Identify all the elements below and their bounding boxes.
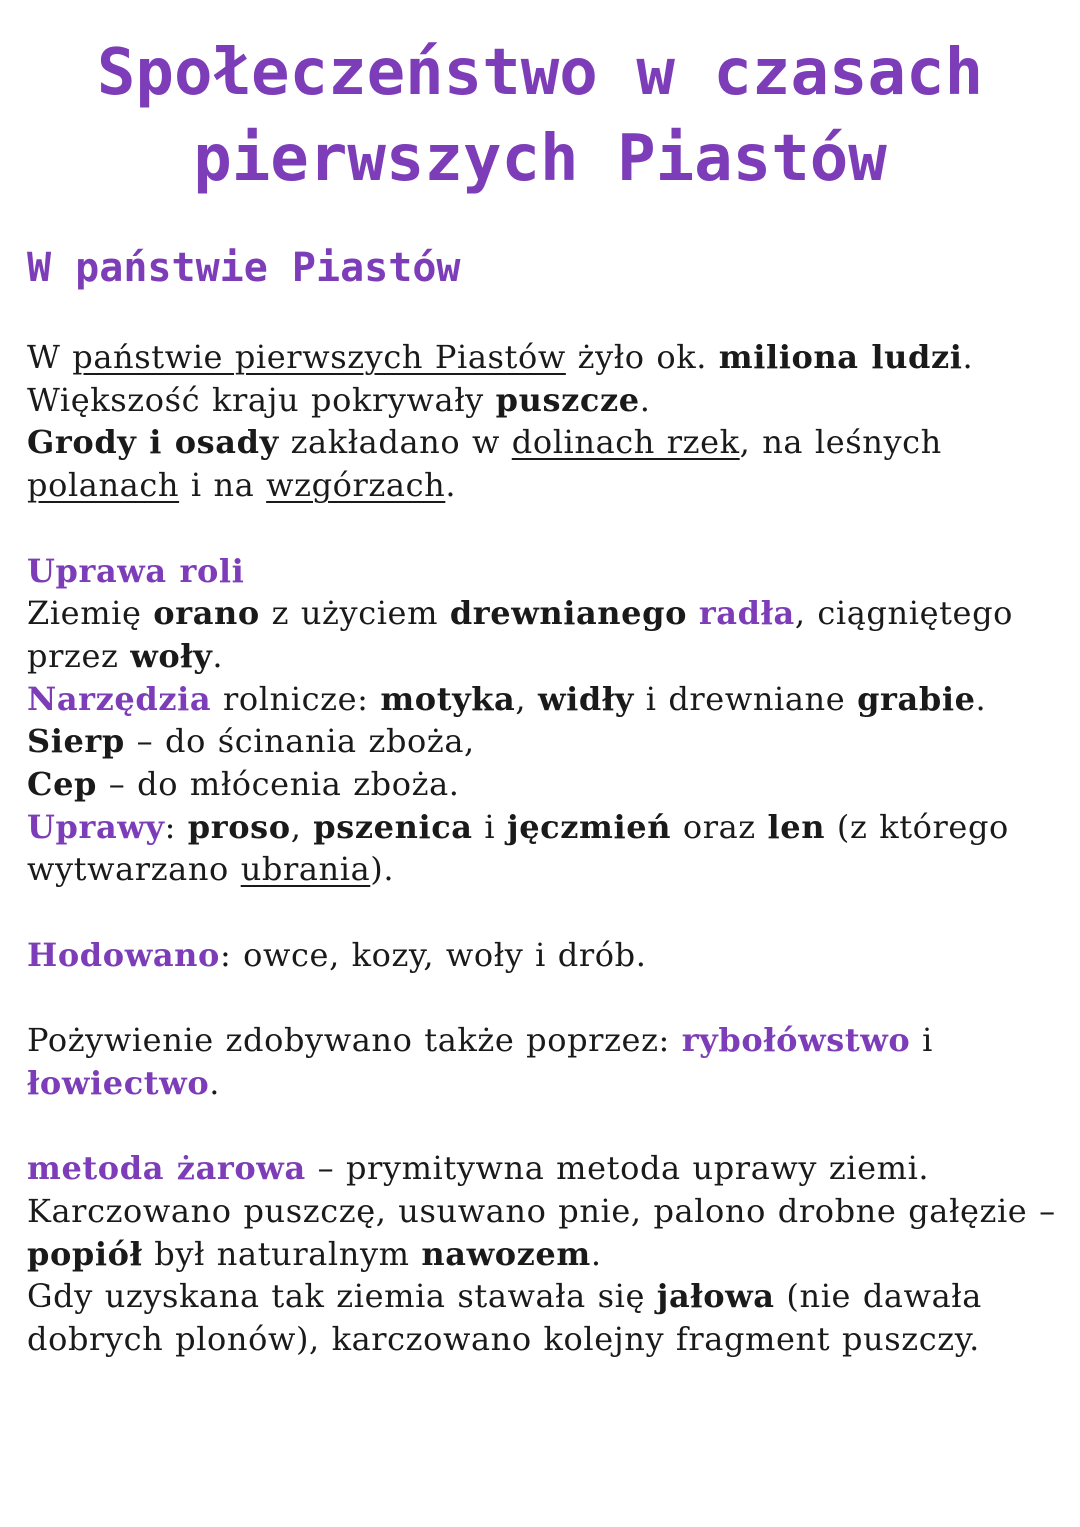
- intro-s1-bold: miliona ludzi: [718, 338, 963, 376]
- metoda-bold-2: nawozem: [421, 1234, 591, 1273]
- uprawa-l3-bold: Sierp: [27, 722, 125, 761]
- hodowla-purple: Hodowano: [27, 935, 220, 974]
- uprawa-l1-purple: radła: [698, 594, 795, 633]
- metoda-paragraph: [27, 1147, 1067, 1361]
- spacer: [27, 891, 1067, 934]
- intro-paragraph: [27, 336, 1067, 507]
- uprawa-l1-end: .: [212, 636, 224, 675]
- intro-s1-a: W: [27, 338, 73, 376]
- intro-s3-a: zakładano w: [278, 423, 512, 462]
- uprawa-l2-bold-3: grabie: [857, 679, 976, 718]
- uprawa-l5-a: :: [164, 807, 188, 846]
- metoda-l1: – prymitywna metoda uprawy ziemi. Karczowano puszczę, usuwano pnie, palono drobne gałęzie –: [27, 1149, 1056, 1230]
- pozywienie-purple-1: rybołówstwo: [681, 1021, 911, 1060]
- metoda-l1-end: .: [590, 1234, 602, 1273]
- spacer: [27, 1105, 1067, 1148]
- uprawa-l2-bold-1: motyka: [380, 679, 516, 718]
- uprawa-l1-d: , ciągniętego przez: [27, 594, 1014, 675]
- uprawa-l5-b: ,: [290, 807, 314, 846]
- metoda-l1b: był naturalnym: [142, 1234, 422, 1273]
- uprawa-l4-bold: Cep: [27, 765, 98, 804]
- metoda-bold-1: popiół: [27, 1234, 143, 1273]
- uprawa-l2-a: rolnicze:: [211, 679, 381, 718]
- pozywienie-purple-2: łowiectwo: [27, 1063, 210, 1102]
- intro-s3-bold: Grody i osady: [27, 423, 279, 462]
- page-title: [0, 30, 1080, 202]
- pozywienie-mid: i: [910, 1021, 933, 1060]
- pozywienie-end: .: [209, 1063, 221, 1102]
- pozywienie-text: Pożywienie zdobywano także poprzez:: [27, 1021, 682, 1060]
- uprawa-l5-end: ).: [370, 850, 395, 889]
- hodowla-paragraph: [27, 934, 1067, 977]
- uprawa-l2-bold-2: widły: [537, 679, 634, 718]
- title-line-1: Społeczeństwo w czasach: [96, 36, 984, 110]
- intro-s3-underline-2: polanach: [27, 466, 180, 505]
- metoda-l2-bold: jałowa: [656, 1277, 775, 1316]
- hodowla-text: : owce, kozy, woły i drób.: [220, 935, 647, 974]
- uprawa-l5-c: i: [472, 807, 508, 846]
- uprawa-l5-purple: Uprawy: [27, 807, 165, 846]
- uprawa-l2-c: i drewniane: [633, 679, 858, 718]
- uprawa-paragraph: [27, 550, 1067, 892]
- uprawa-l3-text: – do ścinania zboża,: [124, 722, 475, 761]
- uprawa-l5-bold-3: jęczmień: [507, 807, 672, 846]
- intro-s2-end: .: [639, 380, 651, 419]
- intro-s1-end: .: [962, 338, 974, 376]
- intro-s3-end: .: [445, 466, 457, 505]
- uprawa-l1-a: Ziemię: [27, 594, 154, 633]
- intro-s3-underline-1: dolinach rzek: [511, 423, 740, 462]
- title-line-2: pierwszych Piastów: [193, 122, 887, 196]
- uprawa-l5-bold-4: len: [767, 807, 826, 846]
- intro-s3-underline-3: wzgórzach: [266, 466, 446, 505]
- uprawa-l5-bold-1: proso: [187, 807, 291, 846]
- uprawa-l1-c: [687, 594, 699, 632]
- uprawa-l1-bold-3: woły: [130, 636, 213, 675]
- uprawa-l4-text: – do młócenia zboża.: [97, 765, 460, 804]
- metoda-l2-b: (nie dawała dobrych plonów), karczowano kolejny fragment puszczy.: [27, 1277, 982, 1359]
- uprawa-heading: Uprawa roli: [27, 551, 245, 590]
- spacer: [27, 507, 1067, 550]
- uprawa-l5-d: oraz: [671, 807, 768, 846]
- section-heading: W państwie Piastów: [27, 245, 461, 291]
- intro-s2-a: Większość kraju pokrywały: [27, 380, 496, 419]
- metoda-l2-a: Gdy uzyskana tak ziemia stawała się: [27, 1277, 657, 1316]
- intro-s1-underline: państwie pierwszych Piastów: [72, 338, 566, 376]
- uprawa-l5-bold-2: pszenica: [313, 807, 473, 846]
- document-body: [27, 336, 1067, 1361]
- metoda-purple: metoda żarowa: [27, 1149, 306, 1188]
- uprawa-l5-e: (z którego wytwarzano: [27, 807, 1009, 889]
- uprawa-l5-underline: ubrania: [240, 850, 371, 889]
- intro-s1-b: żyło ok.: [565, 338, 719, 376]
- uprawa-l1-bold-2: drewnianego: [449, 594, 688, 633]
- intro-s3-c: i na: [179, 466, 267, 505]
- uprawa-l2-end: .: [975, 679, 987, 718]
- pozywienie-paragraph: [27, 1019, 1067, 1104]
- uprawa-l1-b: z użyciem: [259, 594, 450, 633]
- intro-s2-bold: puszcze: [495, 380, 640, 419]
- uprawa-l2-purple: Narzędzia: [27, 679, 212, 718]
- intro-s3-b: , na leśnych: [739, 423, 942, 462]
- uprawa-l1-bold-1: orano: [153, 594, 260, 633]
- uprawa-l2-b: ,: [515, 679, 538, 718]
- spacer: [27, 977, 1067, 1020]
